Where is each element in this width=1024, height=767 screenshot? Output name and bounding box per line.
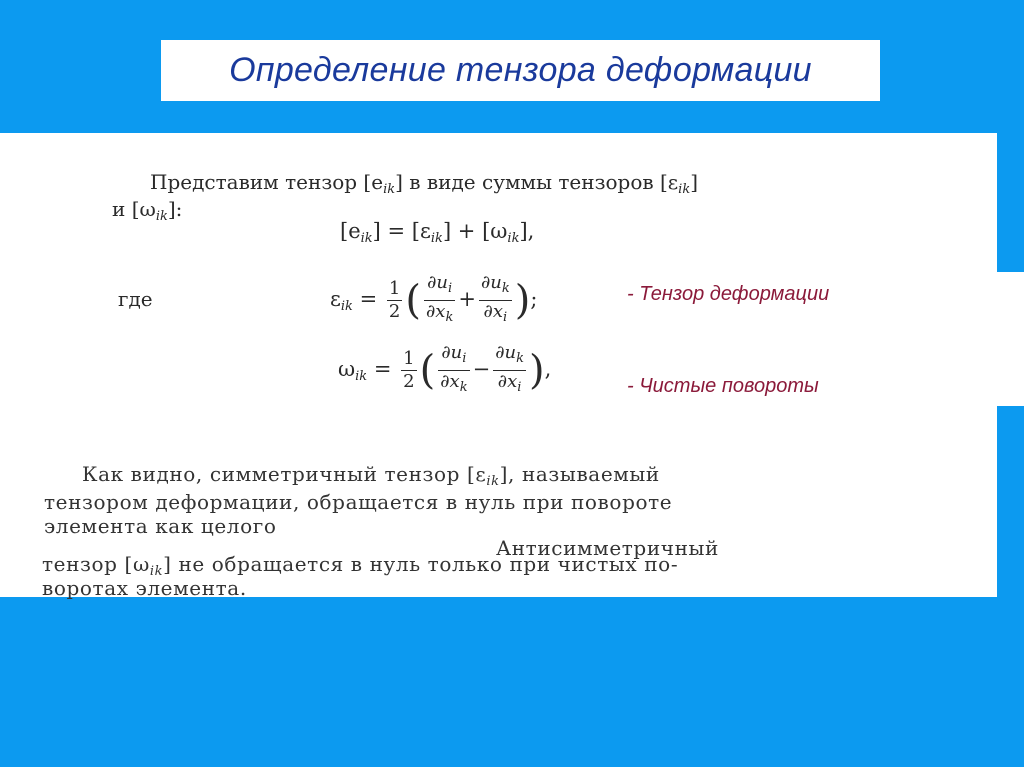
title-box: [161, 40, 880, 101]
rotation-t2-den-sub: i: [517, 380, 522, 395]
sum-equation: [340, 219, 534, 246]
rotation-t2-num-sub: k: [516, 351, 524, 366]
paragraph-line-4: Антисимметричный: [496, 536, 719, 560]
strain-half: [387, 278, 402, 323]
rotation-symbol-sub: ik: [355, 369, 368, 384]
strain-t1-den: ∂x: [425, 301, 446, 322]
intro-text-b: ] в виде суммы тензоров [ε: [395, 170, 679, 194]
where-label: где: [118, 287, 153, 311]
paragraph-sub-1: ik: [486, 474, 500, 489]
annotation-strain: - Тензор деформации: [627, 283, 830, 305]
strain-t2-den: ∂x: [483, 301, 503, 322]
strain-plus: +: [458, 287, 476, 311]
intro-sub-b: ik: [678, 182, 691, 197]
strain-end: ;: [530, 287, 538, 311]
rotation-t2-den: ∂x: [497, 371, 518, 392]
strain-half-den: 2: [388, 301, 401, 322]
intro-text-a: Представим тензор [e: [150, 170, 384, 194]
strain-t1-num-sub: i: [448, 281, 453, 296]
sum-eq-sub-3: ik: [507, 231, 520, 246]
sum-eq-plus: ] + [ω: [442, 219, 508, 243]
strain-term-2: [479, 272, 512, 329]
rotation-t1-den-sub: k: [459, 380, 468, 395]
paragraph-line-3: элемента как целого: [44, 514, 277, 538]
intro-sub-c: ik: [155, 209, 168, 224]
rotation-equals: =: [373, 357, 392, 381]
rotation-t2-num: ∂u: [495, 342, 517, 363]
sum-eq-end: ],: [519, 219, 535, 243]
strain-paren-close: ): [514, 277, 531, 324]
strain-half-num: 1: [388, 278, 401, 299]
rotation-t1-num: ∂u: [441, 342, 463, 363]
strain-paren-open: (: [405, 277, 421, 324]
strain-equals: =: [359, 287, 378, 311]
paragraph-line-1: [82, 462, 660, 489]
intro-sub-a: ik: [383, 182, 396, 197]
intro-text-c: ]: [690, 170, 699, 194]
sum-eq-sub-1: ik: [360, 231, 373, 246]
paragraph-sub-5: ik: [149, 564, 164, 579]
rotation-half-num: 1: [403, 348, 415, 369]
rotation-term-1: [438, 342, 469, 399]
intro-text-e: ]:: [167, 197, 183, 221]
annotation-rotation: - Чистые повороты: [627, 375, 819, 397]
intro-line-1: [150, 170, 698, 197]
paragraph-text-5b: ] не обращается в нуль только при чистых по-: [163, 552, 679, 576]
paragraph-text-1a: Как видно, симметричный тензор [ε: [82, 462, 487, 486]
paragraph-line-6: воротах элемента.: [42, 576, 247, 600]
rotation-half: [401, 348, 416, 393]
strain-term-1: [424, 272, 455, 329]
strain-t1-num: ∂u: [427, 272, 449, 293]
slide-title: Определение тензора деформации: [229, 51, 812, 89]
rotation-equation: [338, 342, 551, 399]
paragraph-text-1b: ], называемый: [499, 462, 660, 486]
rotation-t1-num-sub: i: [462, 351, 467, 366]
intro-text-d: и [ω: [112, 197, 156, 221]
strain-symbol: ε: [330, 287, 341, 311]
content-panel-extension: [997, 272, 1024, 406]
sum-eq-lhs: [e: [340, 219, 361, 243]
sum-eq-mid: ] = [ε: [372, 219, 431, 243]
strain-t2-den-sub: i: [503, 310, 508, 325]
strain-t2-num: ∂u: [480, 272, 502, 293]
strain-t1-den-sub: k: [445, 310, 454, 325]
strain-symbol-sub: ik: [340, 299, 353, 314]
rotation-end: ,: [544, 357, 552, 381]
paragraph-text-5a: тензор [ω: [42, 552, 150, 576]
rotation-t1-den: ∂x: [440, 371, 460, 392]
paragraph-line-5: [42, 552, 678, 579]
rotation-paren-open: (: [419, 347, 436, 394]
rotation-symbol: ω: [338, 357, 356, 381]
rotation-minus: −: [472, 357, 491, 381]
strain-equation: [330, 272, 537, 329]
rotation-term-2: [493, 342, 526, 399]
sum-eq-sub-2: ik: [430, 231, 443, 246]
paragraph-line-2: тензором деформации, обращается в нуль при повороте: [44, 490, 673, 514]
rotation-half-den: 2: [403, 371, 415, 392]
rotation-paren-close: ): [528, 347, 545, 394]
strain-t2-num-sub: k: [501, 281, 510, 296]
intro-line-2: [112, 197, 182, 224]
